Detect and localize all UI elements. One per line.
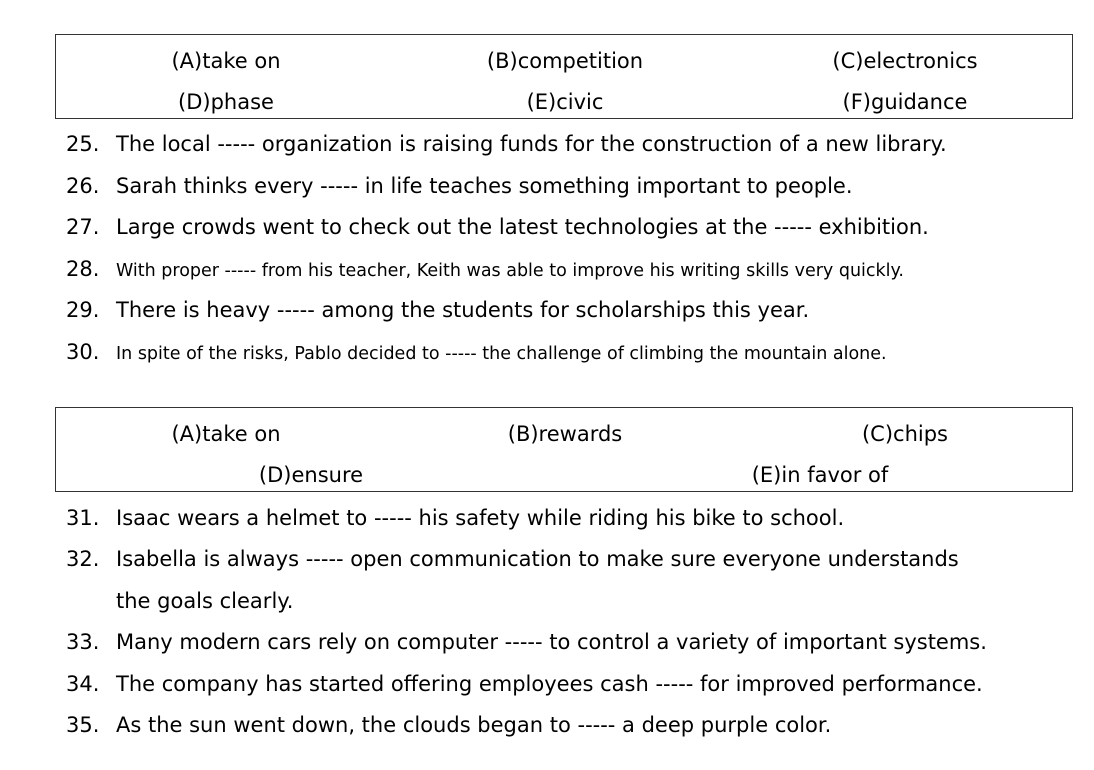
question-number: 26. bbox=[66, 174, 100, 198]
question-number: 25. bbox=[66, 132, 100, 156]
option-c: (C)electronics bbox=[832, 49, 978, 73]
question-25 bbox=[66, 131, 947, 157]
question-text: Sarah thinks every ----- in life teaches something important to people. bbox=[116, 174, 853, 198]
question-27 bbox=[66, 214, 929, 240]
option-c: (C)chips bbox=[861, 422, 949, 446]
question-number: 33. bbox=[66, 630, 100, 654]
option-d: (D)phase bbox=[178, 90, 274, 114]
option-a: (A)take on bbox=[171, 49, 281, 73]
question-28 bbox=[66, 256, 904, 284]
option-d: (D)ensure bbox=[258, 463, 364, 487]
question-32 bbox=[66, 546, 959, 572]
question-text: In spite of the risks, Pablo decided to ----- the challenge of climbing the mountain alone. bbox=[116, 344, 887, 364]
option-e: (E)civic bbox=[526, 90, 604, 114]
question-text: The local ----- organization is raising funds for the construction of a new library. bbox=[116, 132, 947, 156]
question-34 bbox=[66, 671, 983, 697]
question-26 bbox=[66, 173, 853, 199]
word-bank-2 bbox=[55, 407, 1073, 492]
word-bank-1 bbox=[55, 34, 1073, 119]
question-number: 32. bbox=[66, 547, 100, 571]
question-text: With proper ----- from his teacher, Keith was able to improve his writing skills very quickly. bbox=[116, 261, 904, 281]
question-text: The company has started offering employees cash ----- for improved performance. bbox=[116, 672, 983, 696]
question-number: 35. bbox=[66, 713, 100, 737]
question-text: Many modern cars rely on computer ----- to control a variety of important systems. bbox=[116, 630, 987, 654]
question-30 bbox=[66, 339, 887, 367]
question-text: As the sun went down, the clouds began to ----- a deep purple color. bbox=[116, 713, 832, 737]
question-29 bbox=[66, 297, 809, 323]
option-f: (F)guidance bbox=[842, 90, 968, 114]
question-number: 28. bbox=[66, 257, 100, 281]
option-b: (B)competition bbox=[486, 49, 644, 73]
question-35 bbox=[66, 712, 831, 738]
question-number: 30. bbox=[66, 340, 100, 364]
option-b: (B)rewards bbox=[507, 422, 623, 446]
question-text: Isabella is always ----- open communication to make sure everyone understands bbox=[116, 547, 959, 571]
question-number: 34. bbox=[66, 672, 100, 696]
question-number: 29. bbox=[66, 298, 100, 322]
question-text: Large crowds went to check out the latest technologies at the ----- exhibition. bbox=[116, 215, 929, 239]
question-text: There is heavy ----- among the students for scholarships this year. bbox=[116, 298, 810, 322]
option-a: (A)take on bbox=[171, 422, 281, 446]
question-32-continuation: the goals clearly. bbox=[116, 589, 294, 613]
question-number: 31. bbox=[66, 506, 100, 530]
option-e: (E)in favor of bbox=[751, 463, 889, 487]
question-33 bbox=[66, 629, 987, 655]
question-text: Isaac wears a helmet to ----- his safety while riding his bike to school. bbox=[116, 506, 845, 530]
question-number: 27. bbox=[66, 215, 100, 239]
question-31 bbox=[66, 505, 844, 531]
